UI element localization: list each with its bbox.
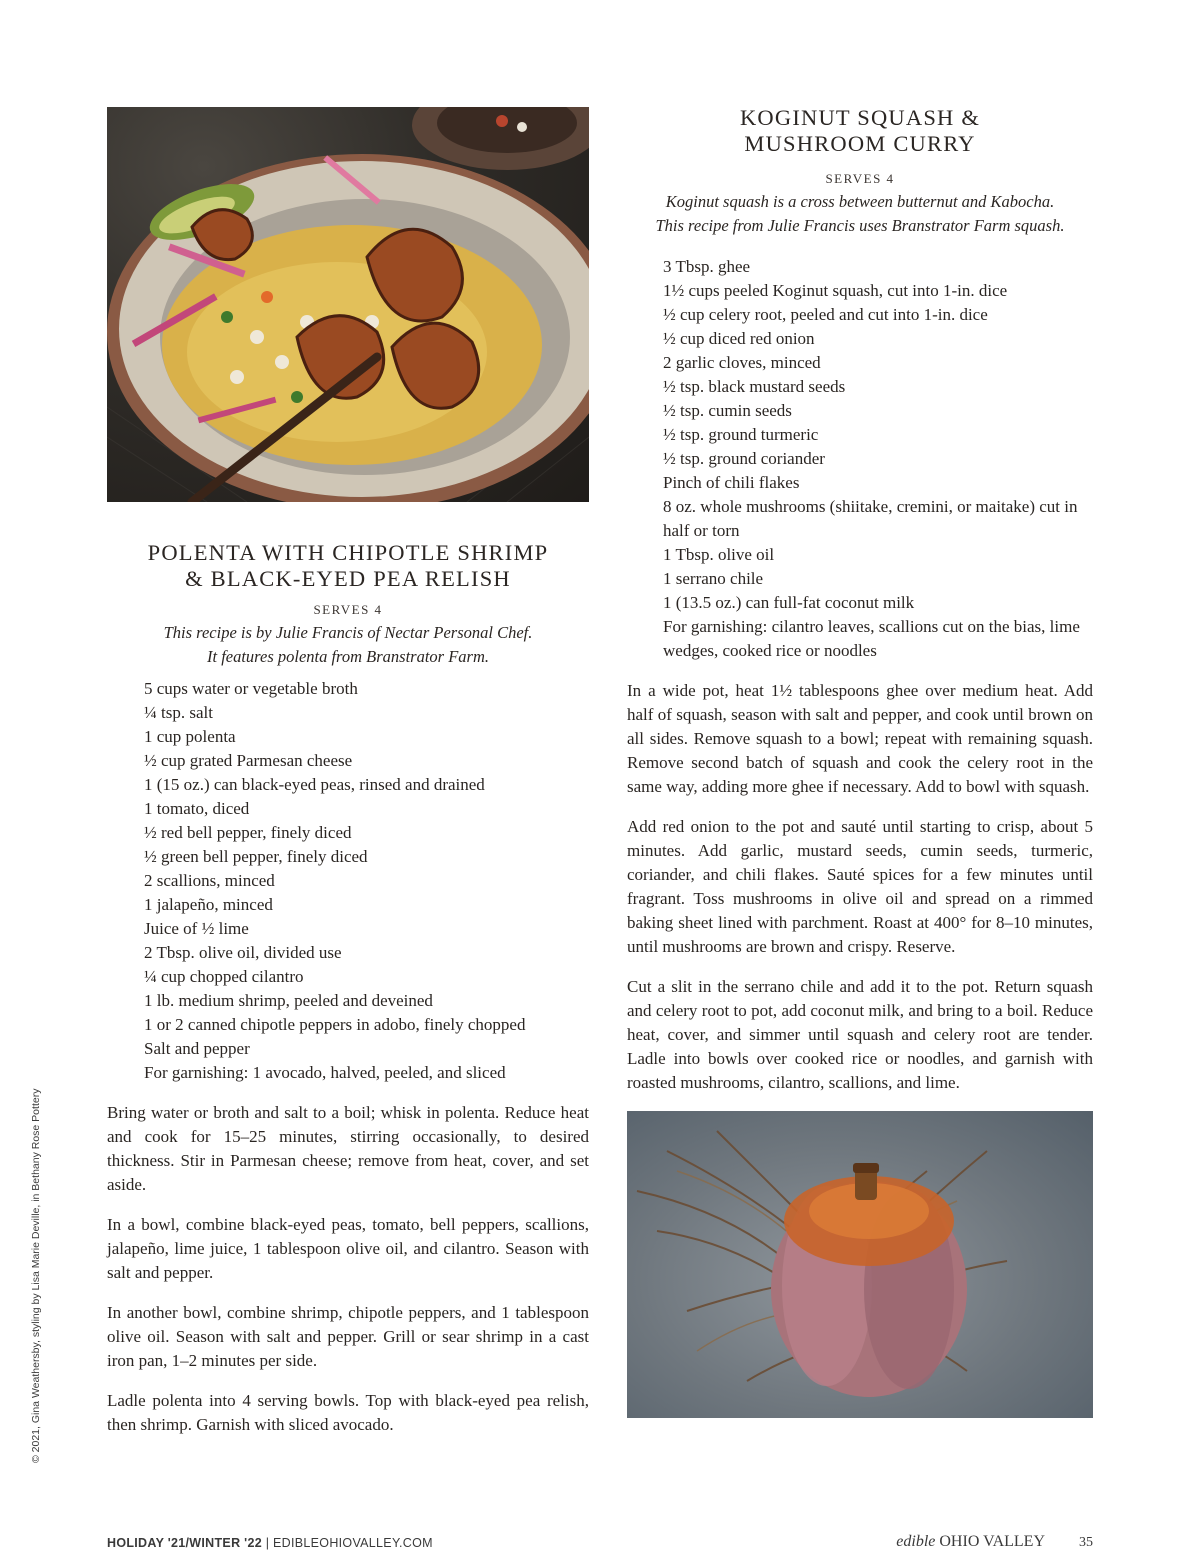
ingredient-item: 3 Tbsp. ghee: [663, 257, 751, 276]
footer-brand: [896, 1533, 1093, 1551]
ingredient-item: ½ red bell pepper, finely diced: [144, 823, 352, 842]
direction-paragraph: Cut a slit in the serrano chile and add it to the pot. Return squash and celery root to pot, add coconut milk, and bring to a boil. Reduce heat, cover, and simmer until squash and celery root are tender. Ladle into bowls over cooked rice or noodles, and garnish with roasted mushrooms, cilantro, scallions, and lime.: [627, 977, 1093, 1092]
ingredient-item: 1 (15 oz.) can black-eyed peas, rinsed and drained: [144, 775, 485, 794]
squash-illustration: [627, 1111, 1093, 1418]
ingredient-item: 1½ cups peeled Koginut squash, cut into 1-in. dice: [663, 281, 1008, 300]
ingredient-item: 1 Tbsp. olive oil: [663, 545, 775, 564]
direction-paragraph: In a bowl, combine black-eyed peas, tomato, bell peppers, scallions, jalapeño, lime juice, 1 tablespoon olive oil, and cilantro. Season with salt and pepper.: [107, 1215, 589, 1282]
ingredient-list: [663, 255, 1093, 663]
ingredient-item: ½ tsp. cumin seeds: [663, 401, 792, 420]
ingredient-item: ¼ tsp. salt: [144, 703, 213, 722]
ingredient-item: Juice of ½ lime: [144, 919, 249, 938]
ingredient-item: 2 scallions, minced: [144, 871, 275, 890]
direction-paragraph: Ladle polenta into 4 serving bowls. Top with black-eyed pea relish, then shrimp. Garnish with sliced avocado.: [107, 1391, 589, 1434]
ingredient-item: 1 (13.5 oz.) can full-fat coconut milk: [663, 593, 915, 612]
ingredient-item: ½ green bell pepper, finely diced: [144, 847, 368, 866]
polenta-shrimp-photo: [107, 107, 589, 502]
polenta-bowl-illustration: [107, 107, 589, 502]
recipe-title-line2: & BLACK-EYED PEA RELISH: [185, 566, 511, 591]
ingredient-item: ¼ cup chopped cilantro: [144, 967, 304, 986]
footer-separator: |: [261, 1536, 274, 1550]
ingredient-item: 5 cups water or vegetable broth: [144, 679, 358, 698]
recipe-intro-line1: This recipe is by Julie Francis of Nectar Personal Chef.: [163, 623, 533, 642]
ingredient-item: ½ tsp. black mustard seeds: [663, 377, 846, 396]
page-number: 35: [1079, 1535, 1093, 1550]
ingredient-item: Salt and pepper: [144, 1039, 250, 1058]
recipe-intro-line2: It features polenta from Branstrator Farm.: [206, 647, 490, 666]
ingredient-list: [144, 677, 589, 1085]
recipe-title: [107, 540, 589, 592]
ingredient-item: 1 serrano chile: [663, 569, 764, 588]
koginut-squash-photo: [627, 1111, 1093, 1418]
ingredient-item: 2 Tbsp. olive oil, divided use: [144, 943, 342, 962]
recipe-title-line2: MUSHROOM CURRY: [744, 131, 976, 156]
recipe-title-line1: KOGINUT SQUASH &: [739, 105, 981, 130]
ingredient-item: For garnishing: 1 avocado, halved, peeled, and sliced: [144, 1063, 506, 1082]
recipe-intro-line2: This recipe from Julie Francis uses Branstrator Farm squash.: [655, 216, 1065, 235]
direction-paragraph: In a wide pot, heat 1½ tablespoons ghee over medium heat. Add half of squash, season with salt and pepper, and cook until brown on all sides. Remove squash to a bowl; repeat with remaining squash. Remove second batch of squash and cook the celery root in the same way, adding more ghee if necessary. Add to bowl with squash.: [627, 681, 1093, 796]
ingredient-item: 1 lb. medium shrimp, peeled and deveined: [144, 991, 433, 1010]
direction-paragraph: Bring water or broth and salt to a boil; whisk in polenta. Reduce heat and cook for 15–25 minutes, stirring occasionally, to desired thickness. Stir in Parmesan cheese; remove from heat, cover, and set aside.: [107, 1103, 589, 1194]
ingredient-item: 1 tomato, diced: [144, 799, 250, 818]
ingredient-item: 1 cup polenta: [144, 727, 236, 746]
ingredient-item: 8 oz. whole mushrooms (shiitake, cremini, or maitake) cut in half or torn: [663, 497, 1078, 540]
recipe-directions: [107, 1101, 589, 1437]
ingredient-item: ½ tsp. ground coriander: [663, 449, 825, 468]
ingredient-item: ½ tsp. ground turmeric: [663, 425, 819, 444]
recipe-curry: [627, 105, 1093, 1418]
brand-edible: edible: [896, 1533, 936, 1550]
recipe-title-line1: POLENTA WITH CHIPOTLE SHRIMP: [147, 540, 549, 565]
serves-label: SERVES 4: [313, 602, 383, 617]
recipe-polenta: [107, 107, 589, 1453]
issue-label: HOLIDAY '21/WINTER '22: [107, 1536, 262, 1550]
direction-paragraph: In another bowl, combine shrimp, chipotle peppers, and 1 tablespoon olive oil. Season with salt and pepper. Grill or sear shrimp in a cast iron pan, 1–2 minutes per side.: [107, 1303, 589, 1370]
direction-paragraph: Add red onion to the pot and sauté until starting to crisp, about 5 minutes. Add garlic, mustard seeds, cumin seeds, turmeric, coriander, and chili flakes. Sauté spices for a few minutes until fragrant. Toss mushrooms in olive oil and spread on a rimmed baking sheet lined with parchment. Roast at 400° for 8–10 minutes, until mushrooms are brown and crispy. Reserve.: [627, 817, 1093, 956]
ingredient-item: ½ cup celery root, peeled and cut into 1-in. dice: [663, 305, 988, 324]
serves-label: SERVES 4: [825, 171, 895, 186]
ingredient-item: ½ cup grated Parmesan cheese: [144, 751, 353, 770]
ingredient-item: For garnishing: cilantro leaves, scallions cut on the bias, lime wedges, cooked rice or noodles: [663, 617, 1080, 660]
brand-name: OHIO VALLEY: [935, 1533, 1045, 1550]
ingredient-item: Pinch of chili flakes: [663, 473, 800, 492]
recipe-intro: [627, 190, 1093, 238]
ingredient-item: 2 garlic cloves, minced: [663, 353, 821, 372]
recipe-intro: [107, 621, 589, 669]
ingredient-item: 1 jalapeño, minced: [144, 895, 273, 914]
website-label: EDIBLEOHIOVALLEY.COM: [273, 1536, 433, 1550]
ingredient-item: 1 or 2 canned chipotle peppers in adobo, finely chopped: [144, 1015, 526, 1034]
photo-credit: © 2021, Gina Weathersby, styling by Lisa Marie Deville, in Bethany Rose Pottery: [30, 1088, 42, 1463]
footer-issue: [107, 1536, 433, 1550]
ingredient-item: ½ cup diced red onion: [663, 329, 815, 348]
recipe-intro-line1: Koginut squash is a cross between butternut and Kabocha.: [665, 192, 1055, 211]
recipe-title: [627, 105, 1093, 157]
recipe-directions: [627, 679, 1093, 1095]
